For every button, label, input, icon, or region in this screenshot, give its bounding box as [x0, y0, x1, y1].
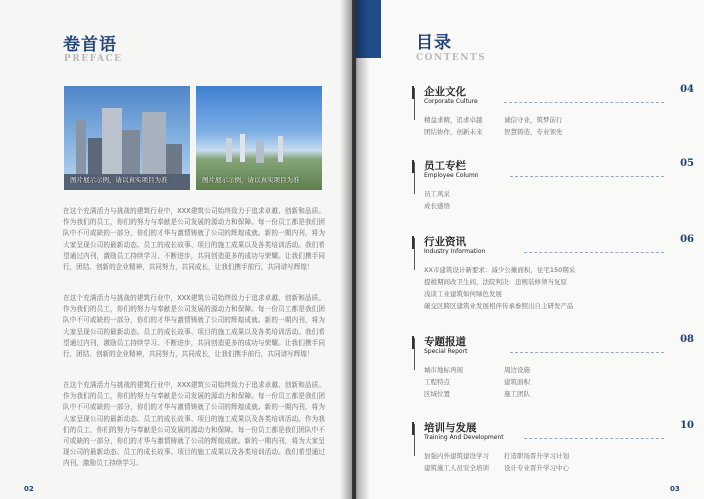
toc-item: 施工团队: [504, 390, 530, 398]
toc-item: 区域位置: [424, 390, 450, 398]
photo-caption: 图片展示示例，请以真实项目为准: [202, 176, 300, 184]
toc-item: 建筑施工人员安全培训: [424, 464, 489, 472]
right-page: [356, 0, 704, 499]
toc-entry-subtitle: Training And Development: [424, 434, 504, 441]
toc-item: 员工风采: [424, 190, 450, 198]
toc-item: 加强内外建筑建设学习: [424, 452, 489, 460]
toc-item: 浅谈工业建筑如何绿色发展: [424, 290, 502, 298]
toc-page-number: 08: [680, 334, 694, 345]
preface-paragraph: 在这个充满活力与挑战的建筑行业中，XXX建筑公司始终致力于追求卓越、创新和品质。作为我们的员工，你们的努力与奉献是公司发展的源动力和保障。每一份员工都是我们团队中不可或缺的一部分，你们的才华与激情铸就了公司的辉煌成就。新的一期内刊，将为大家呈现公司的最新动态、员工的成长故事、项目的施工成果以及各类培训活动。我们希望通过内刊，激励员工持续学习、不断进步，共同创造更多的成功与荣耀。让我们携手同行，团结、创新的企业精神，共同努力，共同成长，让我们携手前行，共同谱写辉煌！: [63, 207, 325, 272]
toc-page-number: 05: [680, 158, 694, 169]
toc-entry-title: 专题报道: [424, 336, 466, 348]
toc-page-number: 04: [680, 84, 694, 95]
contents-title: 目录: [416, 33, 452, 53]
toc-item: 团结协作，创新未来: [424, 128, 483, 136]
preface-paragraph: 在这个充满活力与挑战的建筑行业中，XXX建筑公司始终致力于追求卓越、创新和品质。作为我们的员工，你们的努力与奉献是公司发展的源动力和保障。每一份员工都是我们团队中不可或缺的一部分，你们的才华与激情铸就了公司的辉煌成就。新的一期内刊，将为大家呈现公司的最新动态、员工的成长故事、项目的施工成果以及各类培训活动。作为我们的员工，你们的努力与奉献是公司发展的源动力和保障。每一份员工都是我们团队中不可或缺的一部分，你们的才华与激情铸就了公司的辉煌成就。新的一期内刊，将为大家呈现公司的最新动态、员工的成长故事、项目的施工成果以及各类培训活动。我们希望通过内刊，激励员工持续学习。: [63, 381, 325, 468]
book-spine-shadow: [340, 0, 370, 499]
toc-entry-title: 培训与发展: [424, 422, 477, 434]
toc-item: 设计专业晋升学习中心: [504, 464, 569, 472]
toc-entry-subtitle: Employee Column: [424, 172, 479, 179]
toc-item: 城市地标再现: [424, 366, 463, 374]
toc-item: 诚信守业，筑梦前行: [504, 116, 563, 124]
toc-item: 提税期间改卫生间，法院判决：违规装修须当复原: [424, 278, 567, 286]
toc-item: 智慧铸造，专业领先: [504, 128, 563, 136]
photo-caption: 图片展示示例，请以真实项目为准: [70, 176, 168, 184]
toc-item: 周边设施: [504, 366, 530, 374]
toc-entry-corporate-culture[interactable]: [424, 84, 694, 136]
toc-item: 建筑面积: [504, 378, 530, 386]
preface-subtitle: PREFACE: [64, 54, 123, 64]
toc-item: 精益求精，追求卓越: [424, 116, 483, 124]
toc-item: 成长感悟: [424, 202, 450, 210]
toc-page-number: 10: [680, 420, 694, 431]
toc-entry-special-report[interactable]: [424, 334, 694, 398]
preface-paragraph: 在这个充满活力与挑战的建筑行业中，XXX建筑公司始终致力于追求卓越、创新和品质。作为我们的员工，你们的努力与奉献是公司发展的源动力和保障。每一份员工都是我们团队中不可或缺的一部分，你们的才华与激情铸就了公司的辉煌成就。新的一期内刊，将为大家呈现公司的最新动态、员工的成长故事、项目的施工成果以及各类培训活动。我们希望通过内刊，激励员工持续学习、不断进步，共同创造更多的成功与荣耀。让我们携手同行，团结、创新的企业精神，共同努力，共同成长，让我们携手前行，共同谱写辉煌！: [63, 294, 325, 359]
toc-item: 打造职场晋升学习计划: [504, 452, 569, 460]
toc-entry-subtitle: Special Report: [424, 348, 468, 355]
city-skyline-photo: [64, 86, 190, 190]
toc-entry-title: 企业文化: [424, 86, 466, 98]
preface-title: 卷首语: [63, 35, 117, 55]
toc-item: 碳交区跨区建筑业发展相伴传承参照出自主研发产品: [424, 302, 574, 310]
toc-entry-subtitle: Industry Information: [424, 248, 486, 255]
toc-entry-title: 行业资讯: [424, 236, 466, 248]
toc-item: XX市建筑设计新要求：减少公摊面积，住宅150期采: [424, 266, 576, 274]
contents-subtitle: CONTENTS: [416, 53, 487, 63]
page-number: 02: [24, 485, 34, 493]
toc-entry-subtitle: Corporate Culture: [424, 98, 478, 105]
city-aerial-photo: [196, 86, 322, 190]
page-number: 03: [670, 485, 680, 493]
toc-item: 工程特点: [424, 378, 450, 386]
toc-entry-training-development[interactable]: [424, 420, 694, 472]
toc-entry-title: 员工专栏: [424, 160, 466, 172]
toc-entry-employee-column[interactable]: [424, 158, 694, 210]
toc-entry-industry-information[interactable]: [424, 234, 694, 310]
toc-page-number: 06: [680, 234, 694, 245]
